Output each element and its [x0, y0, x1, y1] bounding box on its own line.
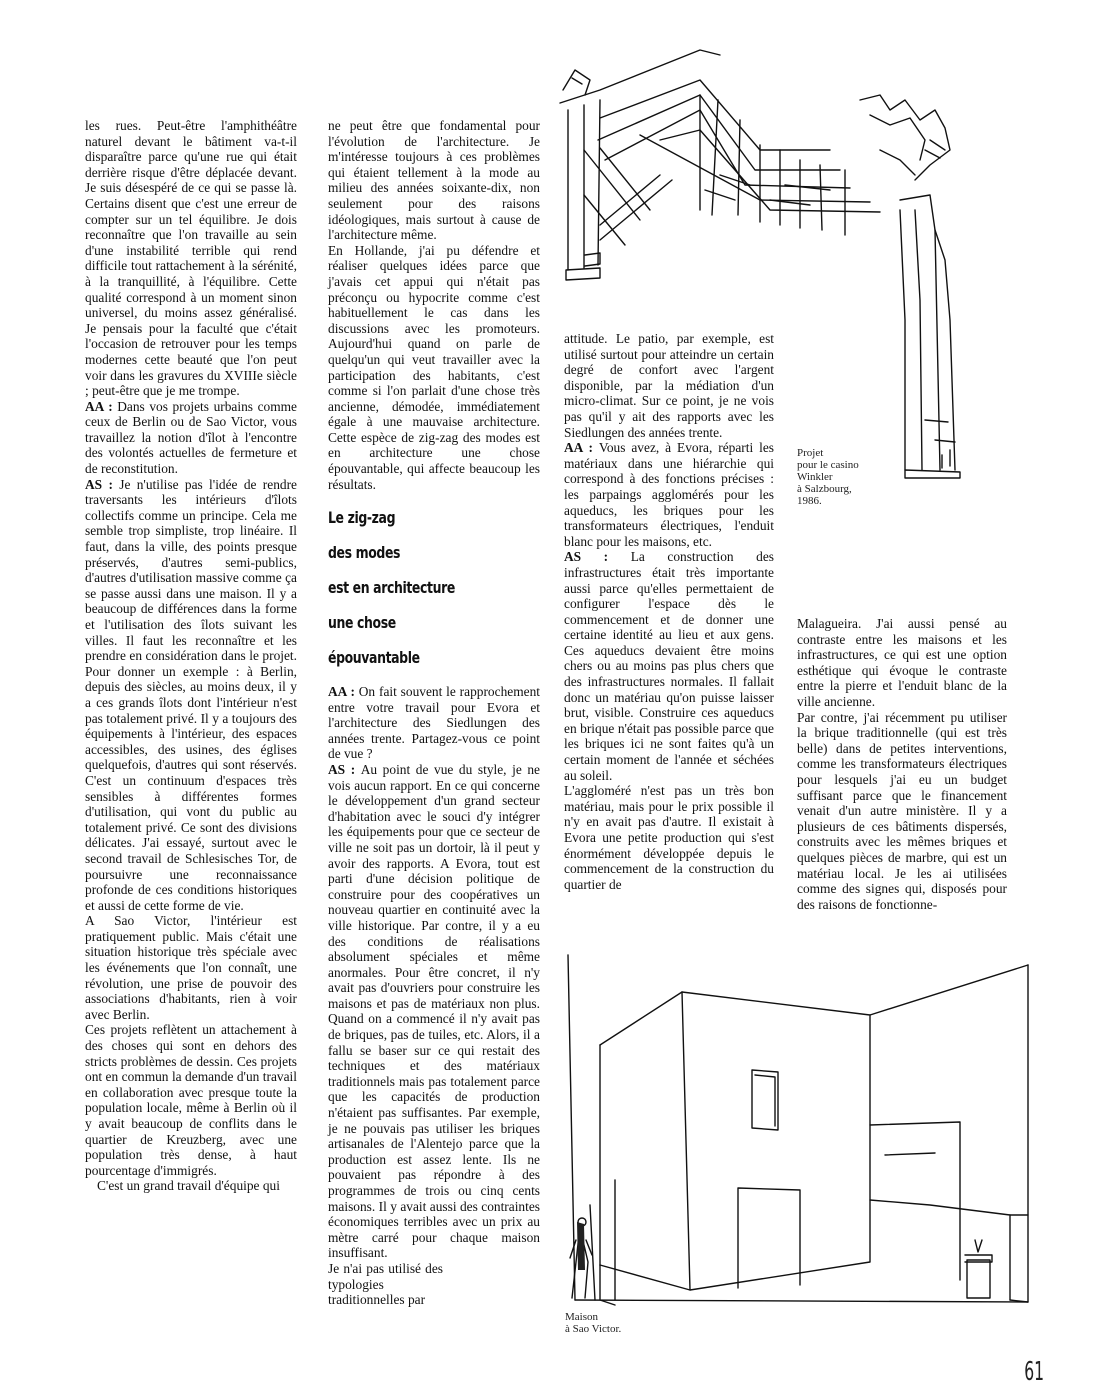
column-3	[564, 331, 774, 892]
column-2-top	[328, 118, 540, 492]
pull-quote-line: épouvantable	[328, 648, 420, 667]
paragraph: Par contre, j'ai récemment pu utiliser la brique traditionnelle (qui est très belle) dans de petites interventions, comme les transformateurs électriques pour lesquels j'ai eu un budget suffisant parce que le financement venait d'un autre ministère. Il y a plusieurs de ces bâtiments dispersés, construits avec les mêmes briques et quelques pièces de marbre, qui est un matériau local. Je les ai utilisées comme des signes qui, disposés pour des raisons de fonctionne-	[797, 709, 1007, 912]
paragraph: AA : Vous avez, à Evora, réparti les matériaux dans une hiérarchie qui correspond à des fonctions précises : les parpaings agglomérés pour les aqueducs, les briques pour les transformateurs électriques, l'enduit blanc pour les maisons, etc.	[564, 440, 774, 549]
page-number: 61	[1024, 1357, 1044, 1387]
pull-quote-line: Le zig-zag	[328, 508, 396, 527]
paragraph: AA : Dans vos projets urbains comme ceux de Berlin ou de Sao Victor, vous travaillez la notion d'îlot à l'encontre des volontés actuelles de fermeture et de reconstitution.	[85, 398, 297, 477]
pull-quote-line: une chose	[328, 613, 396, 632]
paragraph: Ces projets reflètent un attachement à des choses qui sont en dehors des stricts problèmes de dessin. Ces projets ont en commun la demande d'un travail en collaboration avec presque toute la population locale, même à Berlin où il y avait beaucoup de conflits dans le quartier de Kreuzberg, avec une population très dense, à haut pourcentage d'immigrés.	[85, 1022, 297, 1178]
paragraph: En Hollande, j'ai pu défendre et réaliser quelques idées parce que j'avais cet appui qui n'était pas préconçu ou hypocrite comme c'est habituellement le cas dans les discussions avec les promoteurs. Aujourd'hui quand on parle de quelqu'un qui veut travailler avec la participation des habitants, c'est comme si l'on parlait d'une chose très ancienne, démodée, immédiatement égale à une mauvaise architecture. Cette espèce de zig-zag des modes est en architecture une chose épouvantable, qui affecte beaucoup les résultats.	[328, 242, 540, 492]
paragraph: AS : Au point de vue du style, je ne vois aucun rapport. En ce qui concerne le développement d'un grand secteur d'habitation avec le souci d'y intégrer les équipements pour que ce secteur de ville ne soit pas un dortoir, là il peut y avoir des rapports. A Evora, tout est parti d'une décision politique de construire pour des coopératives un nouveau quartier en continuité avec la ville historique. Par contre, il y a eu des conditions de réalisations absolument spéciales et même anormales. Pour être concret, il n'y avait pas d'ouvriers pour construire les maisons et pas de matériaux non plus. Quand on a commencé il n'y avait pas de briques, pas de tuiles, etc. Alors, il a fallu se baser sur ce qui restait des techniques et des matériaux traditionnels mais pas totalement parce que les capacités de production n'étaient pas suffisantes. Par exemple, je ne pouvais pas utiliser les briques artisanales de l'Alentejo parce que la production est assez lente. Ils ne pouvaient pas répondre à des programmes de trois ou cinq cents maisons. Il y avait aussi des contraintes économiques terribles avec un prix au mètre carré pour chaque maison insuffisant.	[328, 761, 540, 1261]
paragraph: L'aggloméré n'est pas un très bon matériau, mais pour le prix possible il n'y en avait pas d'autre. Il existait à Evora une petite production qui s'est énormément développée depuis le commencement de la construction du quartier de	[564, 783, 774, 892]
paragraph: AA : On fait souvent le rapprochement entre votre travail pour Evora et l'architecture des Siedlungen des années trente. Partagez-vous ce point de vue ?	[328, 684, 540, 762]
speaker-label: AS :	[328, 761, 361, 777]
paragraph: A Sao Victor, l'intérieur est pratiquement public. Mais c'était une situation historique très spéciale avec les événements que l'on connaît, une révolution, une prise de pouvoir des associations d'habitants, rien à voir avec Berlin.	[85, 913, 297, 1022]
speaker-label: AA :	[85, 398, 118, 414]
speaker-label: AS :	[85, 476, 120, 492]
paragraph: Malagueira. J'ai aussi pensé au contraste entre les maisons et les infrastructures, ce qui est une option esthétique qui évoque le contraste entre la pierre et l'enduit blanc de la ville ancienne.	[797, 616, 1007, 709]
caption-sao-victor: Maison à Sao Victor.	[565, 1311, 622, 1335]
pull-quote	[328, 500, 493, 675]
pull-quote-line: est en architecture	[328, 578, 455, 597]
paragraph: les rues. Peut-être l'amphithéâtre naturel devant le bâtiment va-t-il disparaître parce qu'une rue qui était derrière risque d'être déplacée devant. Je suis désespéré de ce qui se passe là. Certains disent que c'est une erreur de compter sur un tel équilibre. Je dois reconnaître que l'on travaille au sein d'une instabilité terrible qui rend difficile tout rattachement à la sérénité, à la tranquillité, à l'équilibre. Cette qualité correspond à un moment sinon universel, du moins assez généralisé. Je pensais pour la faculté que c'était l'occasion de retrouver pour les temps modernes cette beauté que l'on peut voir dans les gravures du XVIIIe siècle ; peut-être que je me trompe.	[85, 118, 297, 399]
paragraph: AS : La construction des infrastructures était très importante aussi parce qu'elles permettaient de configurer l'espace dès le commencement et de donner une certaine identité au lieu et aux gens. Ces aqueducs devaient être moins chers ou au moins pas plus chers que des infrastructures normales. Il fallait donc un matériau qu'on puisse laisser brut, visible. Construire ces aqueducs en brique n'était pas possible parce que les briques ici ne sont faites qu'à un certain moment de l'année et séchées au soleil.	[564, 549, 774, 783]
speaker-label: AS :	[564, 549, 631, 565]
paragraph: attitude. Le patio, par exemple, est utilisé surtout pour atteindre un certain degré de confort avec l'argent disponible, par la médiation d'un micro-climat. Sur ce point, je ne vois pas qu'il y ait des rapports avec les Siedlungen des années trente.	[564, 331, 774, 440]
column-4	[797, 616, 1007, 912]
speaker-label: AA :	[564, 440, 599, 456]
speaker-label: AA :	[328, 684, 359, 699]
paragraph: C'est un grand travail d'équipe qui	[97, 1178, 280, 1194]
column-1	[85, 118, 297, 1194]
paragraph: ne peut être que fondamental pour l'évolution de l'architecture. Je m'intéresse toujours à ces problèmes qui étaient tellement à la mode au milieu des années soixante-dix, non seulement pour des raisons idéologiques, mais surtout à cause de l'architecture même.	[328, 118, 540, 243]
column-2-bottom	[328, 684, 540, 1308]
pull-quote-line: des modes	[328, 543, 401, 562]
paragraph: AS : Je n'utilise pas l'idée de rendre traversants les intérieurs d'îlots collectifs comme un principe. Cela me semble trop simpliste, trop linéaire. Il faut, dans la ville, des points presque préservés, d'autres semi-publics, d'autres d'utilisation massive comme ça se passe aussi dans une maison. Il y a beaucoup de différences dans la forme et l'utilisation des îlots suivant les villes. Il faut les reconnaître et les prendre en considération dans le projet. Pour donner un exemple : à Berlin, depuis des siècles, au moins deux, il y a ces grands îlots dont l'intérieur n'est pas totalement privé. Il y a toujours des équipements à l'intérieur, des espaces accessibles, des usines, des églises quelquefois, d'autres qui sont réservés. C'est un continuum d'espaces très sensibles à différentes formes d'utilisation, qui vont du public au totalement privé. Ce sont des divisions délicates. J'ai essayé, surtout avec le second travail de Schlesisches Tor, de poursuivre une reconnaissance profonde de ces conditions historiques et aussi de cette forme de vie.	[85, 476, 297, 913]
paragraph: Je n'ai pas utilisé des typologies traditionnelles par	[328, 1260, 443, 1308]
caption-winkler: Projet pour le casino Winkler à Salzbourg, 1986.	[797, 447, 859, 507]
